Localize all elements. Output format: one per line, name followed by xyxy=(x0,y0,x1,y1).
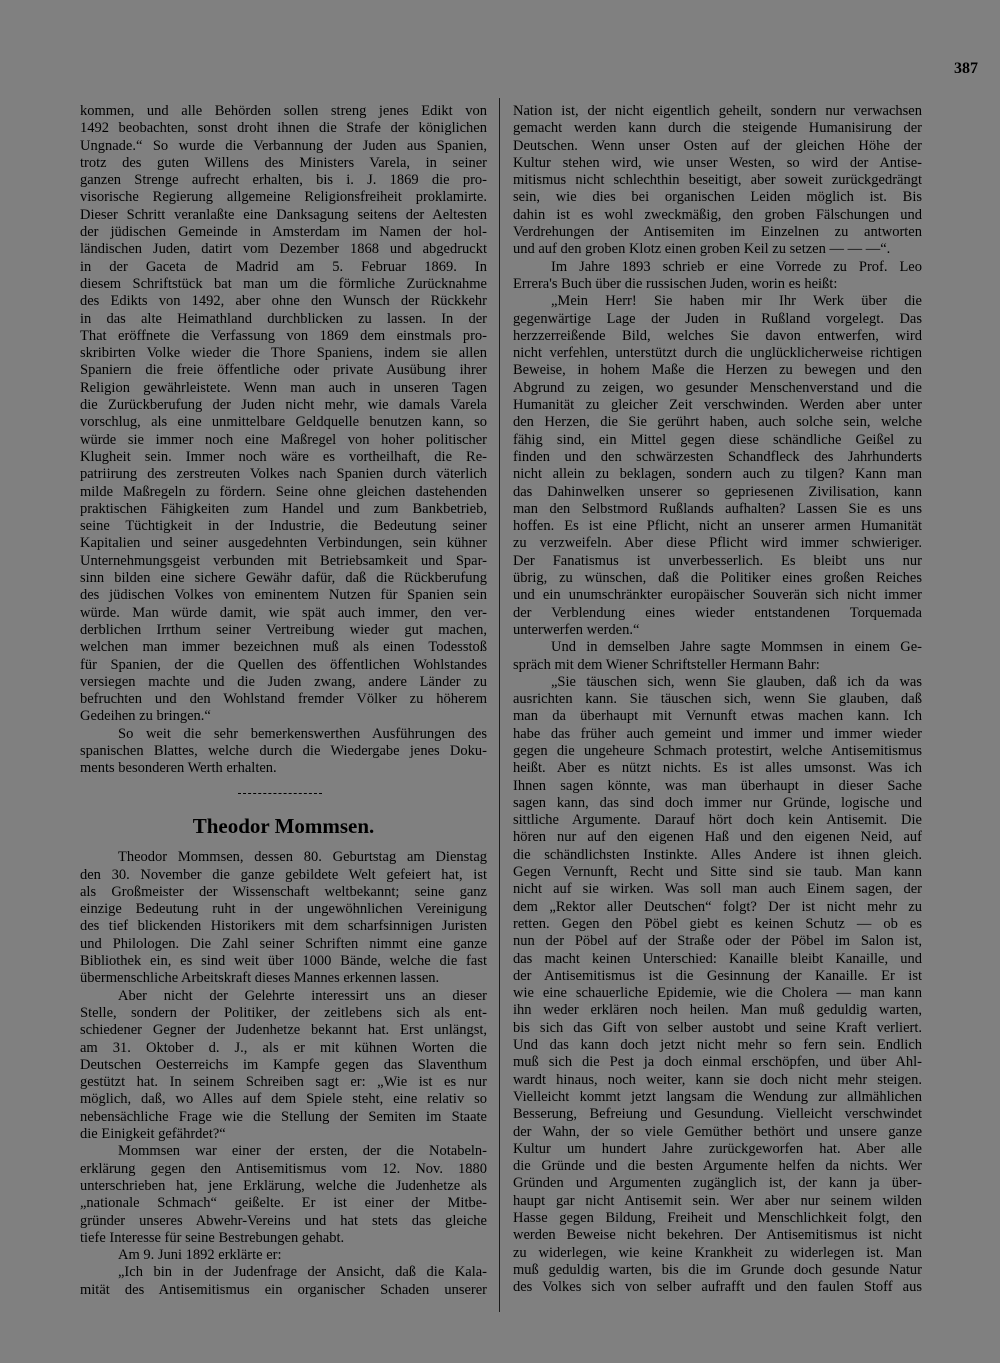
text-line: welchen man immer bezeichnen muß als einen Todesstoß xyxy=(80,639,487,656)
text-line: derblichen Irrthum seiner Vertreibung wieder gut machen, xyxy=(80,621,487,638)
text-line: gemacht werden kann durch die steigende Humanisirung der xyxy=(513,120,922,137)
text-line: am 31. Oktober d. J., als er mit kühnen Worten die xyxy=(80,1039,487,1056)
text-line: ländischen Juden, datirt vom Dezember 1868 und abgedruckt xyxy=(80,241,487,258)
text-line: gestützt hat. In seinem Schreiben sagt er: „Wie ist es nur xyxy=(80,1074,487,1091)
text-line: haupt gar nicht Antisemit sein. Wer aber nur seinem wilden xyxy=(513,1192,922,1209)
text-line: übermenschliche Arbeitskraft dieses Mannes erkennen lassen. xyxy=(80,970,440,987)
text-line: muß sich die Pest ja doch einmal erschöpfen, und über Ahl- xyxy=(513,1054,922,1071)
text-line: das Dahinwelken unserer so gepriesenen Zivilisation, kann xyxy=(513,483,922,500)
text-line: Hasse gegen Bildung, Freiheit und Menschlichkeit folgt, den xyxy=(513,1210,922,1226)
text-line: finden und den schwärzesten Schandfleck des Jahrhunderts xyxy=(513,448,922,465)
section-separator xyxy=(238,793,322,794)
text-line: trotz des guten Willens des Ministers Varela, in seiner xyxy=(80,154,487,171)
paragraph xyxy=(80,1264,487,1299)
text-line: „Mein Herr! Sie haben mir Ihr Werk über die xyxy=(551,293,922,310)
text-line: That eröffnete die Verfassung von 1869 dem einstmals pro- xyxy=(80,327,487,344)
section-break xyxy=(80,778,487,850)
text-line: 1492 beobachten, sonst droht ihnen die Strafe der königlichen xyxy=(80,120,487,137)
text-line: Am 9. Juni 1892 erklärte er: xyxy=(118,1247,282,1264)
text-line: gegenwärtige Lage der Juden in Rußland vorgelegt. Das xyxy=(513,310,922,327)
text-line: dahin ist es wohl zweckmäßig, den groben Fälschungen und xyxy=(513,206,922,223)
text-line: skribirten Volke wieder die Thore Spaniens, indem sie allen xyxy=(80,345,487,362)
text-line: bis sich das Gift von selber austobt und seine Kraft verliert. xyxy=(513,1019,922,1036)
left-column xyxy=(80,103,487,1299)
paragraph xyxy=(80,849,487,987)
text-line: ganzen Strenge aufrecht erhalten, bis i. J. 1869 die pro- xyxy=(80,172,487,189)
paragraph xyxy=(80,1143,487,1247)
text-line: Gründen und Argumenten zugänglich ist, der kann ja über- xyxy=(513,1175,922,1192)
text-line: man den Selbstmord Rußlands aufhalten? Lassen Sie es uns xyxy=(513,500,922,517)
text-line: spanischen Blattes, welche durch die Wiedergabe jenes Doku- xyxy=(80,742,487,759)
text-line: seine Tüchtigkeit in der Industrie, die Bedeutung seiner xyxy=(80,518,487,535)
text-line: schiedener Gegner der Judenhetze bekannt hat. Erst unlängst, xyxy=(80,1022,487,1039)
text-line: Der Fanatismus ist unverbesserlich. Es bleibt uns nur xyxy=(513,552,922,569)
text-line: ments besonderen Werth erhalten. xyxy=(80,760,277,777)
text-line: Und das kann doch jetzt nicht mehr so fern sein. Endlich xyxy=(513,1037,922,1054)
text-line: des Edikts von 1492, aber ohne den Wunsch der Rückkehr xyxy=(80,293,487,310)
text-line: spräch mit dem Wiener Schriftsteller Hermann Bahr: xyxy=(513,656,820,673)
text-line: nebensächliche Frage wie die Stellung der Semiten im Staate xyxy=(80,1108,487,1125)
text-line: den 30. November die ganze gebildete Welt gefeiert hat, ist xyxy=(80,866,487,883)
text-line: würde. Man würde damit, wie spät auch immer, den ver- xyxy=(80,604,487,621)
text-line: diesem Schriftstück bat man um die förmliche Zurücknahme xyxy=(80,275,487,292)
text-line: habe das früher auch gemeint und immer und immer wieder xyxy=(513,725,922,742)
paragraph xyxy=(513,293,922,639)
text-line: kommen, und alle Behörden sollen streng jenes Edikt von xyxy=(80,103,487,119)
text-line: Aber nicht der Gelehrte interessirt uns an dieser xyxy=(118,987,487,1004)
text-line: möglich, daß, wo Alles auf dem Spiele steht, eine relativ so xyxy=(80,1091,487,1108)
text-line: Religion gewährleistete. Wenn man auch in unseren Tagen xyxy=(80,379,487,396)
text-line: Ungnade.“ So wurde die Verbannung der Juden aus Spanien, xyxy=(80,137,487,154)
text-line: nun der Pöbel auf der Straße oder der Pöbel im Salon ist, xyxy=(513,933,922,950)
text-line: versiegen machte und die Juden zwang, andere Länder zu xyxy=(80,673,487,690)
text-line: hören nur auf den eigenen Haß und den eigenen Neid, auf xyxy=(513,829,922,846)
text-line: nicht auf sie wirken. Was soll man auch Einem sagen, der xyxy=(513,881,922,898)
text-line: „nationale Schmach“ geißelte. Er ist einer der Mitbe- xyxy=(80,1195,487,1212)
text-line: Nation ist, der nicht eigentlich geheilt, sondern nur verwachsen xyxy=(513,103,922,119)
text-line: patriirung des zerstreuten Volkes nach Spanien durch väterlich xyxy=(80,466,487,483)
text-line: Stelle, sondern der Politiker, der zeitlebens sich als ent- xyxy=(80,1004,487,1021)
text-line: wie eine schauerliche Epidemie, wie die Cholera — man kann xyxy=(513,985,922,1002)
paragraph xyxy=(513,639,922,674)
text-line: Ihnen sagen könnte, was man überhaupt in dieser Sache xyxy=(513,777,922,794)
text-line: sinn bilden eine sichere Gewähr dafür, daß die Rückberufung xyxy=(80,570,487,587)
text-line: mitismus nicht schlechthin beseitigt, aber soweit zurückgedrängt xyxy=(513,172,922,189)
text-line: vorschlug, als eine unmittelbare Geldquelle benutzen kann, so xyxy=(80,414,487,431)
text-line: nicht allein zu beklagen, sondern auch zu tilgen? Kann man xyxy=(513,466,922,483)
text-line: Klugheit sein. Immer noch wäre es vortheilhaft, die Re- xyxy=(80,448,487,465)
text-line: der jüdischen Gemeinde in Amsterdam im Namen der hol- xyxy=(80,224,487,241)
paragraph xyxy=(513,103,922,259)
text-line: Errera's Buch über die russischen Juden, worin es heißt: xyxy=(513,275,838,292)
right-column xyxy=(513,103,922,1296)
text-line: des Volkes sich von selber aufrafft und den faulen Stoff aus xyxy=(513,1279,922,1296)
text-line: mität des Antisemitismus ein organischer Schaden unserer xyxy=(80,1281,487,1298)
text-line: gegen die ungeheure Schmach protestirt, welche Antisemitismus xyxy=(513,742,922,759)
text-line: „Ich bin in der Judenfrage der Ansicht, daß die Kala- xyxy=(118,1264,487,1281)
text-line: der Verblendung eines wieder entstandenen Torquemada xyxy=(513,604,922,621)
text-line: Dieser Schritt veranlaßte eine Danksagung seitens der Aeltesten xyxy=(80,206,487,223)
paragraph xyxy=(80,1247,487,1264)
text-line: die schändlichsten Instinkte. Alles Andere ist ihnen gleich. xyxy=(513,846,922,863)
text-line: Deutschen Oesterreichs im Kampfe gegen das Slaventhum xyxy=(80,1056,487,1073)
text-line: gründer unseres Abwehr-Vereins und hat stets das gleiche xyxy=(80,1212,487,1229)
section-heading: Theodor Mommsen. xyxy=(192,813,375,838)
text-line: Kapitalien und seiner ausgedehnten Verbindungen, sein kühner xyxy=(80,535,487,552)
text-line: nicht verfehlen, unterstützt durch die unglücklicherweise richtigen xyxy=(513,345,922,362)
text-line: man da überhaupt mit Vernunft etwas machen kann. Ich xyxy=(513,708,922,725)
text-line: sittliche Argumente. Darauf hört doch kein Antisemit. Die xyxy=(513,812,922,829)
text-line: Kultur stehen wird, wie unser Westen, so wird der Antise- xyxy=(513,154,922,171)
text-line: würde sie immer noch eine Maßregel von hoher politischer xyxy=(80,431,487,448)
text-line: visorische Regierung allgemeine Religionsfreiheit proklamirte. xyxy=(80,189,487,206)
paragraph xyxy=(80,103,487,726)
text-line: ausrichten kann. Sie täuschen sich, wenn Sie glauben, daß xyxy=(513,691,922,708)
text-line: sein, wie dies bei organischen Leiden möglich ist. Bis xyxy=(513,189,922,206)
text-line: Mommsen war einer der ersten, der die Notabeln- xyxy=(118,1143,487,1160)
text-line: muß geduldig warten, bis die im Grunde doch gesunde Natur xyxy=(513,1261,922,1278)
text-line: erklärung gegen den Antisemitismus vom 12. Nov. 1880 xyxy=(80,1160,487,1177)
text-line: Gegen Vernunft, Recht und Sitte sind sie taub. Man kann xyxy=(513,864,922,881)
text-line: praktischen Fähigkeiten zum Handel und zum Bankbetrieb, xyxy=(80,500,487,517)
text-line: Unternehmungsgeist verbunden mit Betriebsamkeit und Spar- xyxy=(80,552,487,569)
text-line: Besserung, Befreiung und Gesundung. Vielleicht verschwindet xyxy=(513,1106,922,1123)
text-line: fähig sind, ein Mittel gegen diese schändliche Geißel zu xyxy=(513,431,922,448)
text-line: zu widerlegen, wie keine Krankheit zu widerlegen ist. Man xyxy=(513,1244,922,1261)
text-line: der Antisemitismus ist die Gesinnung der Kanaille. Er ist xyxy=(513,967,922,984)
text-line: tiefe Interesse für seine Bestrebungen gehabt. xyxy=(80,1229,345,1246)
text-line: Spaniern die freie öffentliche oder private Ausübung ihrer xyxy=(80,362,487,379)
text-line: Humanität zu gleicher Zeit verschwinden. Werden aber unter xyxy=(513,397,922,414)
text-line: ihn weder erklären noch heilen. Man muß geduldig warten, xyxy=(513,1002,922,1019)
text-line: der Wahn, der so viele Gemüther bethört und unsere ganze xyxy=(513,1123,922,1140)
text-line: als Großmeister der Wissenschaft weltbekannt; seine ganz xyxy=(80,883,487,900)
text-line: Bibliothek ein, es sind weit über 1000 Bände, welche die fast xyxy=(80,953,487,970)
paragraph xyxy=(513,674,922,1297)
text-line: So weit die sehr bemerkenswerthen Ausführungen des xyxy=(118,725,487,742)
text-line: die Einigkeit gefährdet?“ xyxy=(80,1126,226,1143)
text-line: für Spanien, der die Quellen des öffentlichen Wohlstandes xyxy=(80,656,487,673)
text-line: die Zurückberufung der Juden nicht mehr, wie damals Varela xyxy=(80,397,487,414)
text-line: dem „Rektor aller Deutschen“ folgt? Der ist nicht mehr zu xyxy=(513,898,922,915)
text-line: Theodor Mommsen, dessen 80. Geburtstag am Dienstag xyxy=(118,849,487,866)
text-line: sagen kann, das sind doch immer nur Gründe, logische und xyxy=(513,794,922,811)
text-line: Vielleicht kommt jetzt langsam die Wendung zur allmählichen xyxy=(513,1088,922,1105)
text-line: übrig, zu wünschen, daß die Politiker eines großen Reiches xyxy=(513,570,922,587)
text-line: milde Maßregeln zu fördern. Seine ohne gleichen dastehenden xyxy=(80,483,487,500)
text-line: in der Gaceta de Madrid am 5. Februar 1869. In xyxy=(80,258,487,275)
text-line: Und in demselben Jahre sagte Mommsen in einem Ge- xyxy=(551,639,922,656)
text-line: herzzerreißende Bild, welches Sie davon entwerfen, wird xyxy=(513,327,922,344)
text-line: werden Beweise nicht bekehren. Der Antisemitismus ist nicht xyxy=(513,1227,922,1244)
text-line: Kultur um hundert Jahre zurückgeworfen hat. Aber alle xyxy=(513,1140,922,1157)
text-line: Abgrund zu zeigen, wo gesunder Menschenverstand und die xyxy=(513,379,922,396)
text-line: und Philologen. Die Zahl seiner Schriften nimmt eine ganze xyxy=(80,935,487,952)
text-line: wardt hinaus, noch weiter, kann sie doch nicht mehr steigen. xyxy=(513,1071,922,1088)
text-line: und ein unumschränkter europäischer Souverän sich nicht immer xyxy=(513,587,922,604)
text-line: hoffen. Es ist eine Pflicht, nicht an unserer armen Humanität xyxy=(513,518,922,535)
paragraph xyxy=(80,988,487,1144)
page-number: 387 xyxy=(954,60,978,77)
text-line: Verdrehungen der Antisemiten im Einzelnen zu antworten xyxy=(513,224,922,241)
text-line: einzige Bedeutung ruht in der ungewöhnlichen Vereinigung xyxy=(80,901,487,918)
text-line: Im Jahre 1893 schrieb er eine Vorrede zu Prof. Leo xyxy=(551,258,922,275)
text-line: in das alte Heimathland durchblicken zu lassen. In der xyxy=(80,310,487,327)
text-line: unterwerfen werden.“ xyxy=(513,621,640,638)
text-line: zu verzweifeln. Aber diese Pflicht wird immer schwieriger. xyxy=(513,535,922,552)
text-line: befruchten und den Wohlstand fremder Völker zu höherem xyxy=(80,691,487,708)
column-rule xyxy=(499,98,500,1312)
text-line: die Gründe und die besten Argumente helfen da nichts. Wer xyxy=(513,1158,922,1175)
text-line: Deutschen. Wenn unser Osten auf der gleichen Höhe der xyxy=(513,137,922,154)
text-line: „Sie täuschen sich, wenn Sie glauben, daß ich da was xyxy=(551,673,922,690)
text-line: des jüdischen Volkes von eminentem Nutzen für Spanien sein xyxy=(80,587,487,604)
paragraph xyxy=(513,259,922,294)
text-line: des tief blickenden Historikers mit dem scharfsinnigen Juristen xyxy=(80,918,487,935)
text-line: Beweise, in hohem Maße die Herzen zu bewegen und den xyxy=(513,362,922,379)
text-line: heißt. Aber es nützt nichts. Es ist alles umsonst. Was ich xyxy=(513,760,922,777)
text-line: unterschrieben hat, jene Erklärung, welche die Judenhetze als xyxy=(80,1177,487,1194)
paragraph xyxy=(80,726,487,778)
text-line: Gedeihen zu bringen.“ xyxy=(80,708,211,725)
text-line: retten. Gegen den Pöbel giebt es keinen Schutz — ob es xyxy=(513,915,922,932)
text-line: und auf den groben Klotz einen groben Keil zu setzen — — —“. xyxy=(513,241,891,258)
text-line: das macht keinen Unterschied: Kanaille bleibt Kanaille, und xyxy=(513,950,922,967)
text-line: den Herzen, die Sie gerührt haben, auch solche sein, welche xyxy=(513,414,922,431)
